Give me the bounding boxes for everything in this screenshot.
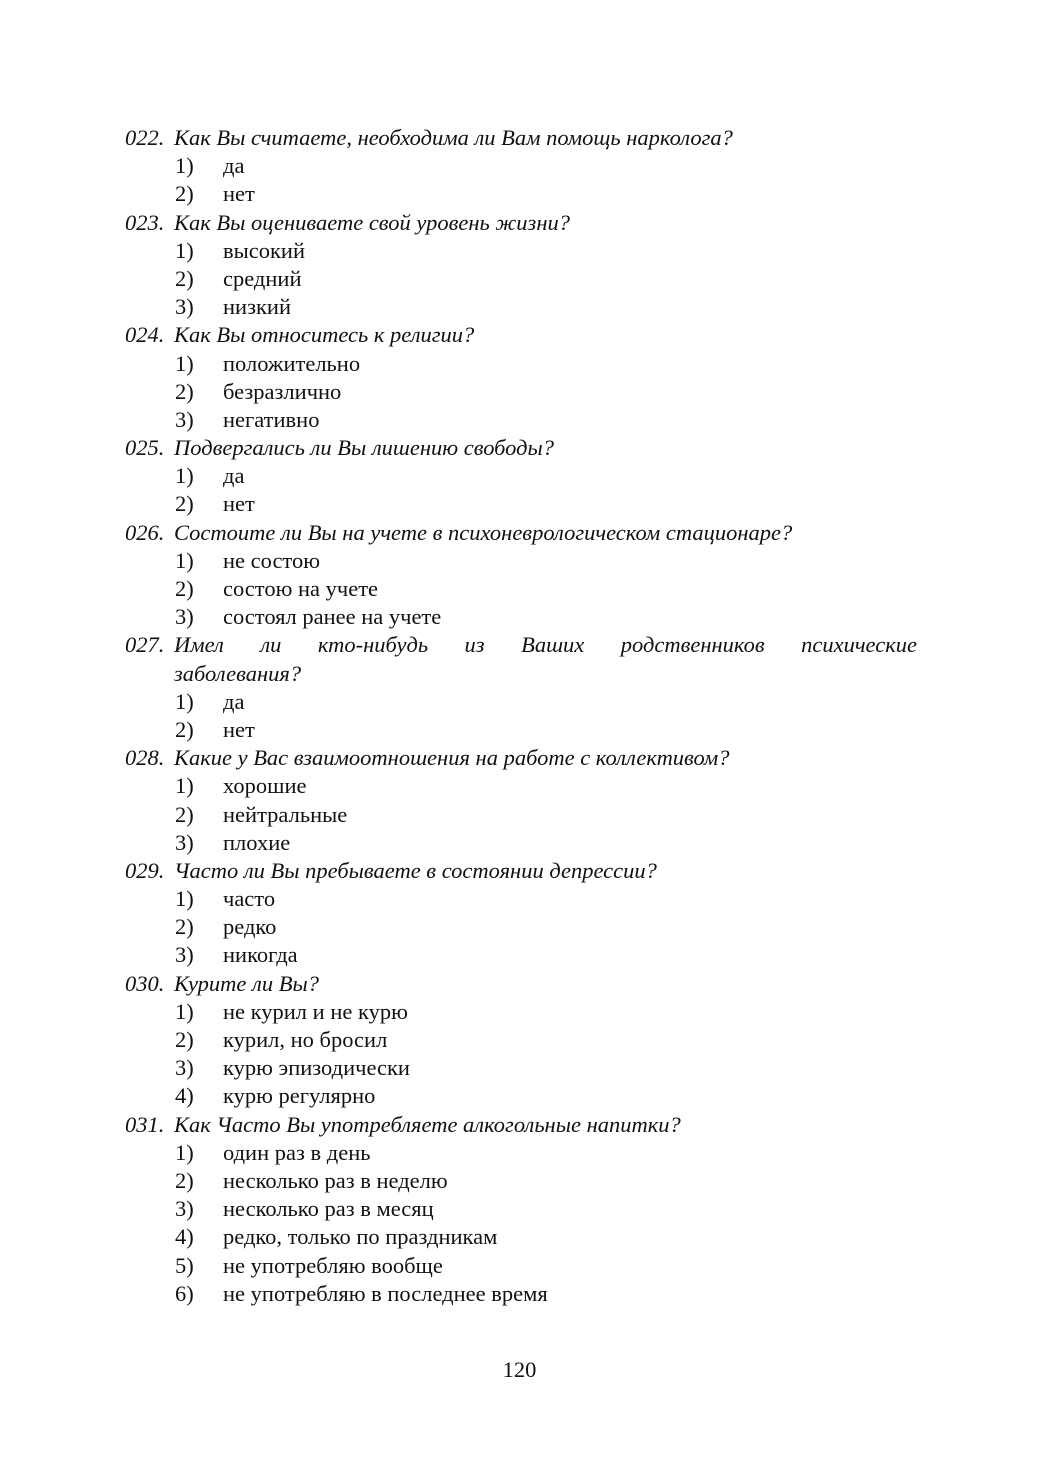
answer-number: 3) [175, 604, 194, 630]
question-number: 023. [125, 209, 165, 235]
answer-option [125, 237, 917, 265]
answer-number: 4) [175, 1224, 194, 1250]
answer-text: курил, но бросил [223, 1027, 388, 1052]
answer-text: положительно [223, 350, 361, 376]
answer-number: 2) [175, 801, 194, 827]
answer-text: никогда [223, 942, 298, 968]
answer-option [125, 265, 917, 293]
answer-text: курю эпизодически [223, 1055, 410, 1081]
question-line [125, 744, 917, 772]
answer-text: не употребляю в последнее время [223, 1280, 548, 1306]
answer-text: нет [223, 181, 255, 207]
question-text: Какие у Вас взаимоотношения на работе с коллективом? [174, 745, 730, 771]
question-block [125, 209, 917, 322]
answer-text: состоял ранее на учете [223, 604, 442, 630]
question-number: 026. [125, 519, 165, 545]
answer-option [125, 350, 917, 378]
answer-text: состою на учете [223, 576, 379, 601]
answer-text: несколько раз в неделю [223, 1167, 448, 1193]
answer-text: высокий [223, 237, 305, 263]
answer-text: нейтральные [223, 801, 348, 827]
question-text-continuation: заболевания? [174, 660, 302, 686]
answer-option [125, 1223, 917, 1251]
question-line [125, 631, 917, 659]
answer-number: 3) [175, 829, 194, 855]
answer-option [125, 547, 917, 575]
answer-text: один раз в день [223, 1139, 371, 1165]
question-text: Часто ли Вы пребываете в состоянии депрессии? [174, 857, 657, 883]
answer-number: 3) [175, 406, 194, 432]
answer-number: 1) [175, 547, 194, 573]
answer-number: 1) [175, 773, 194, 799]
question-line [125, 1111, 917, 1139]
answer-number: 6) [175, 1280, 194, 1306]
answer-text: негативно [223, 406, 320, 432]
question-line [125, 434, 917, 462]
answer-number: 1) [175, 350, 194, 376]
answer-number: 2) [175, 1167, 194, 1193]
answer-text: нет [223, 491, 255, 517]
question-text: Как Часто Вы употребляете алкогольные напитки? [174, 1111, 681, 1137]
answer-option [125, 603, 917, 631]
answer-option [125, 1054, 917, 1082]
question-line [125, 857, 917, 885]
answer-option [125, 716, 917, 744]
answer-number: 3) [175, 294, 194, 320]
answer-number: 1) [175, 463, 194, 489]
answer-option [125, 1139, 917, 1167]
question-number: 028. [125, 745, 165, 771]
question-number: 029. [125, 857, 165, 883]
answer-text: хорошие [223, 773, 307, 799]
question-text: Состоите ли Вы на учете в психоневрологическом стационаре? [174, 519, 793, 545]
question-line [125, 519, 917, 547]
answer-text: не курил и не курю [223, 998, 408, 1024]
answer-number: 1) [175, 237, 194, 263]
question-block [125, 857, 917, 970]
answer-number: 3) [175, 1196, 194, 1222]
answer-text: да [223, 688, 245, 714]
answer-number: 2) [175, 716, 194, 742]
answer-text: нет [223, 716, 255, 742]
answer-number: 3) [175, 1055, 194, 1081]
answer-option [125, 490, 917, 518]
question-line [125, 321, 917, 349]
answer-text: не состою [223, 547, 321, 573]
answer-option [125, 1252, 917, 1280]
answer-option [125, 1195, 917, 1223]
question-block [125, 434, 917, 519]
answer-number: 1) [175, 886, 194, 912]
answer-number: 5) [175, 1252, 194, 1278]
answer-text: плохие [223, 829, 291, 855]
answer-option [125, 406, 917, 434]
answer-text: редко, только по праздникам [223, 1224, 498, 1250]
question-line [125, 970, 917, 998]
answer-number: 1) [175, 1139, 194, 1165]
question-text: Имел ли кто-нибудь из Ваших родственников психические [174, 632, 917, 658]
question-number: 025. [125, 435, 165, 461]
answer-text: низкий [223, 294, 291, 320]
answer-text: не употребляю вообще [223, 1252, 443, 1278]
answer-option [125, 885, 917, 913]
answer-text: средний [223, 265, 302, 291]
question-text: Как Вы считаете, необходима ли Вам помощь нарколога? [174, 125, 733, 150]
answer-number: 2) [175, 491, 194, 517]
question-number: 027. [125, 632, 165, 658]
answer-option [125, 1026, 917, 1054]
answer-option [125, 941, 917, 969]
question-block [125, 744, 917, 857]
question-number: 022. [125, 125, 165, 150]
question-block [125, 321, 917, 434]
questionnaire [125, 124, 917, 1308]
question-block [125, 124, 917, 209]
page-number: 120 [502, 1357, 537, 1382]
question-number: 030. [125, 970, 165, 996]
question-text: Как Вы оцениваете свой уровень жизни? [174, 209, 570, 235]
answer-number: 1) [175, 153, 194, 179]
answer-text: да [223, 463, 245, 489]
answer-text: несколько раз в месяц [223, 1196, 434, 1222]
question-line [125, 209, 917, 237]
answer-number: 1) [175, 688, 194, 714]
answer-number: 3) [175, 942, 194, 968]
answer-number: 2) [175, 914, 194, 940]
answer-option [125, 462, 917, 490]
answer-option [125, 378, 917, 406]
answer-option [125, 913, 917, 941]
question-block [125, 519, 917, 632]
question-line [125, 124, 917, 152]
answer-option [125, 1280, 917, 1308]
answer-option [125, 998, 917, 1026]
question-number: 031. [125, 1111, 165, 1137]
answer-number: 2) [175, 378, 194, 404]
question-text: Курите ли Вы? [174, 970, 319, 996]
question-number: 024. [125, 322, 165, 348]
answer-option [125, 152, 917, 180]
answer-number: 2) [175, 181, 194, 207]
answer-option [125, 1167, 917, 1195]
answer-number: 1) [175, 998, 194, 1024]
answer-text: редко [223, 914, 277, 940]
answer-text: безразлично [223, 378, 342, 404]
answer-option [125, 180, 917, 208]
answer-text: часто [223, 886, 276, 912]
answer-number: 4) [175, 1083, 194, 1109]
question-block [125, 1111, 917, 1308]
question-text: Как Вы относитесь к религии? [174, 322, 475, 348]
answer-option [125, 772, 917, 800]
question-block [125, 970, 917, 1111]
answer-option [125, 575, 917, 603]
question-block [125, 631, 917, 744]
answer-number: 2) [175, 576, 194, 601]
answer-text: курю регулярно [223, 1083, 376, 1109]
answer-number: 2) [175, 1027, 194, 1052]
answer-option [125, 1082, 917, 1110]
answer-option [125, 801, 917, 829]
answer-option [125, 293, 917, 321]
question-text: Подвергались ли Вы лишению свободы? [174, 435, 555, 461]
answer-text: да [223, 153, 245, 179]
answer-option [125, 829, 917, 857]
answer-option [125, 688, 917, 716]
answer-number: 2) [175, 265, 194, 291]
